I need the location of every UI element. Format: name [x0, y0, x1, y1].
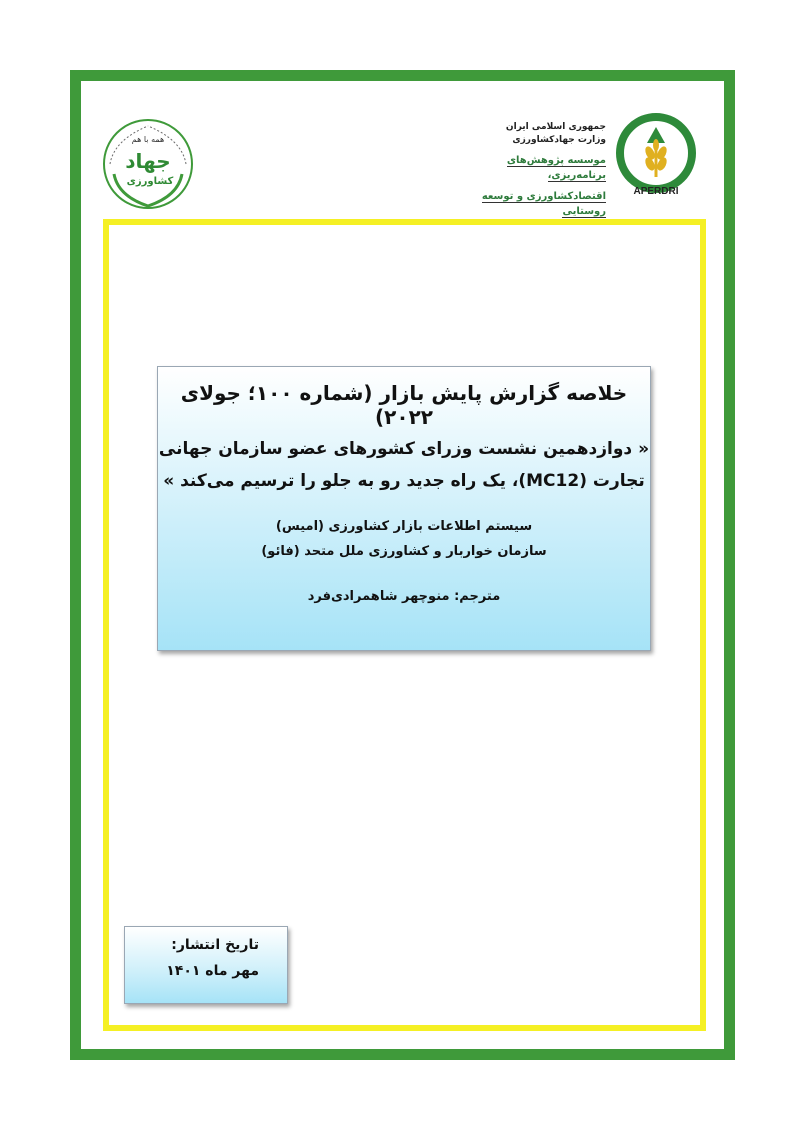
- ministry-header: [450, 121, 606, 219]
- report-subtitle-line1: « دوازدهمین نشست وزرای کشورهای عضو سازمان جهانی: [158, 439, 650, 459]
- aperdri-label: APERDRI: [633, 186, 679, 197]
- institute-line2-text: اقتصادکشاورزی و توسعه روستایی: [481, 191, 606, 217]
- publication-label: تاریخ انتشار:: [171, 937, 259, 953]
- gov-line1: جمهوری اسلامی ایران: [505, 122, 606, 132]
- logo-top-text: همه با هم: [131, 135, 165, 144]
- logo-sub-text: کشاورزی: [126, 176, 174, 187]
- publication-date: مهر ماه ۱۴۰۱: [166, 963, 259, 979]
- report-subtitle-line2: تجارت (MC12)، یک راه جدید رو به جلو را ترسیم می‌کند »: [163, 471, 645, 491]
- institute-line1-text: موسسه پژوهش‌های برنامه‌ریزی،: [506, 155, 606, 181]
- report-title: خلاصه گزارش پایش بازار (شماره ۱۰۰؛ جولای ۲۰۲۲): [180, 381, 628, 429]
- source-fao: سازمان خواربار و کشاورزی ملل متحد (فائو): [261, 544, 547, 559]
- gov-line2: وزارت جهادکشاورزی: [512, 135, 606, 145]
- report-title-box: [157, 366, 651, 651]
- jahad-keshavarzi-logo: [100, 116, 196, 212]
- translator: مترجم: منوچهر شاهمرادی‌فرد: [307, 589, 501, 604]
- institute-line2: [450, 189, 606, 219]
- publication-date-box: [124, 926, 288, 1004]
- institute-line1: [450, 153, 606, 183]
- source-amis: سیستم اطلاعات بازار کشاورزی (امیس): [275, 519, 533, 534]
- logo-main-text: جهاد: [125, 149, 171, 173]
